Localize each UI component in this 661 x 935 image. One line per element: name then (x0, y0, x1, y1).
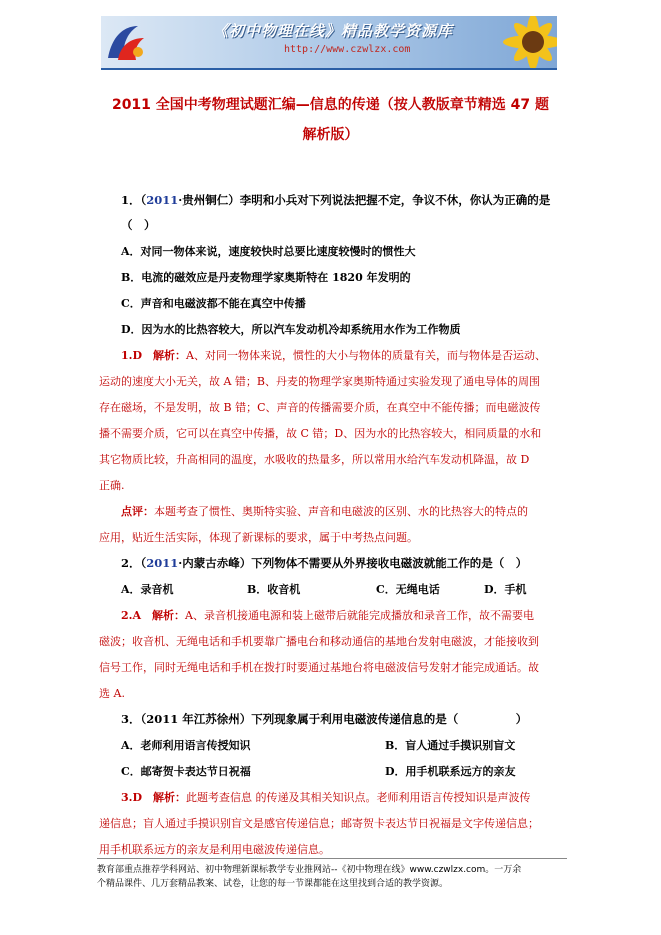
question-3-option-c: C．邮寄贺卡表达节日祝福 (121, 765, 251, 778)
question-1-stem (121, 192, 550, 208)
answer-text: A、对同一物体来说，惯性的大小与物体的质量有关，而与物体是否运动、 (186, 349, 546, 362)
answer-text: A、录音机接通电源和装上磁带后就能完成播放和录音工作，故不需要电 (185, 609, 534, 622)
answer-1-line: 播不需要介质，它可以在真空中传播，故 C 错；D、因为水的比热容较大，相同质量的水和 (99, 427, 542, 440)
document-title: 2011 全国中考物理试题汇编—信息的传递（按人教版章节精选 47 题 (111, 97, 550, 113)
question-year: 2011 (146, 556, 179, 570)
banner-divider (101, 68, 557, 70)
banner-title: 《初中物理在线》精品教学资源库 (213, 22, 454, 40)
question-number: 1．（ (121, 193, 147, 207)
sunflower-icon (495, 16, 557, 68)
question-1-option-d: D．因为水的比热容较大，所以汽车发动机冷却系统用水作为工作物质 (121, 323, 461, 336)
answer-label: 2.A 解析： (121, 609, 186, 622)
comment-1-line (121, 503, 528, 519)
banner-url[interactable]: http://www.czwlzx.com (284, 44, 411, 55)
question-3-stem: 3．（2011 年江苏徐州）下列现象属于利用电磁波传递信息的是（ ） (121, 712, 528, 726)
answer-1-line: 正确. (99, 479, 125, 492)
footer-line: 个精品课件、几万套精品教案、试卷，让您的每一节课都能在这里找到合适的教学资源。 (97, 879, 449, 889)
question-2-option-b: B．收音机 (247, 583, 301, 596)
answer-1-line: 其它物质比较，升高相同的温度，水吸收的热量多，所以常用水给汽车发动机降温，故 D (99, 453, 530, 466)
comment-text: 本题考查了惯性、奥斯特实验、声音和电磁波的区别、水的比热容大的特点的 (154, 505, 528, 518)
question-2-option-d: D．手机 (484, 583, 527, 596)
answer-2-line (121, 607, 534, 623)
answer-2-line: 磁波；收音机、无绳电话和手机要靠广播电台和移动通信的基地台发射电磁波，才能接收到 (99, 635, 539, 648)
question-year: 2011 (146, 193, 179, 207)
question-3-option-b: B．盲人通过手摸识别盲文 (385, 739, 516, 752)
answer-1-line (121, 347, 546, 363)
question-2-stem (121, 555, 527, 571)
answer-3-line (121, 789, 531, 805)
answer-2-line: 选 A. (99, 687, 125, 700)
question-3-option-a: A．老师利用语言传授知识 (121, 739, 251, 752)
footer-line: 教育部重点推荐学科网站、初中物理新课标教学专业推网站--《初中物理在线》www.czwlzx.com。一万余 (97, 865, 522, 875)
comment-label: 点评： (121, 505, 154, 518)
question-1-option-a: A．对同一物体来说，速度较快时总要比速度较慢时的惯性大 (121, 245, 416, 258)
document-title-continued: 解析版） (302, 127, 359, 143)
header-banner (101, 16, 557, 68)
page-footer (97, 863, 577, 891)
question-text: ·内蒙古赤峰）下列物体不需要从外界接收电磁波就能工作的是（ ） (178, 556, 528, 570)
answer-text: 此题考查信息 的传递及其相关知识点。老师利用语言传授知识是声波传 (186, 791, 531, 804)
question-1-option-c: C．声音和电磁波都不能在真空中传播 (121, 297, 306, 310)
question-number: 2．（ (121, 556, 147, 570)
answer-1-line: 存在磁场，不是发明，故 B 错；C、声音的传播需要介质，在真空中不能传播；而电磁波传 (99, 401, 541, 414)
question-3-option-d: D．用手机联系远方的亲友 (385, 765, 516, 778)
question-text: ·贵州铜仁）李明和小兵对下列说法把握不定，争议不休，你认为正确的是 (178, 193, 551, 207)
footer-divider (97, 858, 567, 859)
answer-3-line: 用手机联系远方的亲友是利用电磁波传递信息。 (99, 843, 330, 856)
question-2-option-c: C．无绳电话 (376, 583, 440, 596)
answer-2-line: 信号工作，同时无绳电话和手机在拨打时要通过基地台将电磁波信号发射才能完成通话。故 (99, 661, 539, 674)
answer-3-line: 递信息；盲人通过手摸识别盲文是感官传递信息；邮寄贺卡表达节日祝福是文字传递信息； (99, 817, 539, 830)
comment-1-line: 应用，贴近生活实际，体现了新课标的要求，属于中考热点问题。 (99, 531, 418, 544)
answer-label: 3.D 解析： (121, 791, 187, 804)
question-1-option-b: B．电流的磁效应是丹麦物理学家奥斯特在 1820 年发明的 (121, 271, 411, 284)
answer-1-line: 运动的速度大小无关，故 A 错；B、丹麦的物理学家奥斯特通过实验发现了通电导体的周围 (99, 375, 541, 388)
question-1-blank: （ ） (121, 218, 156, 232)
site-logo-icon (104, 22, 148, 64)
question-2-option-a: A．录音机 (121, 583, 174, 596)
answer-label: 1.D 解析： (121, 349, 187, 362)
